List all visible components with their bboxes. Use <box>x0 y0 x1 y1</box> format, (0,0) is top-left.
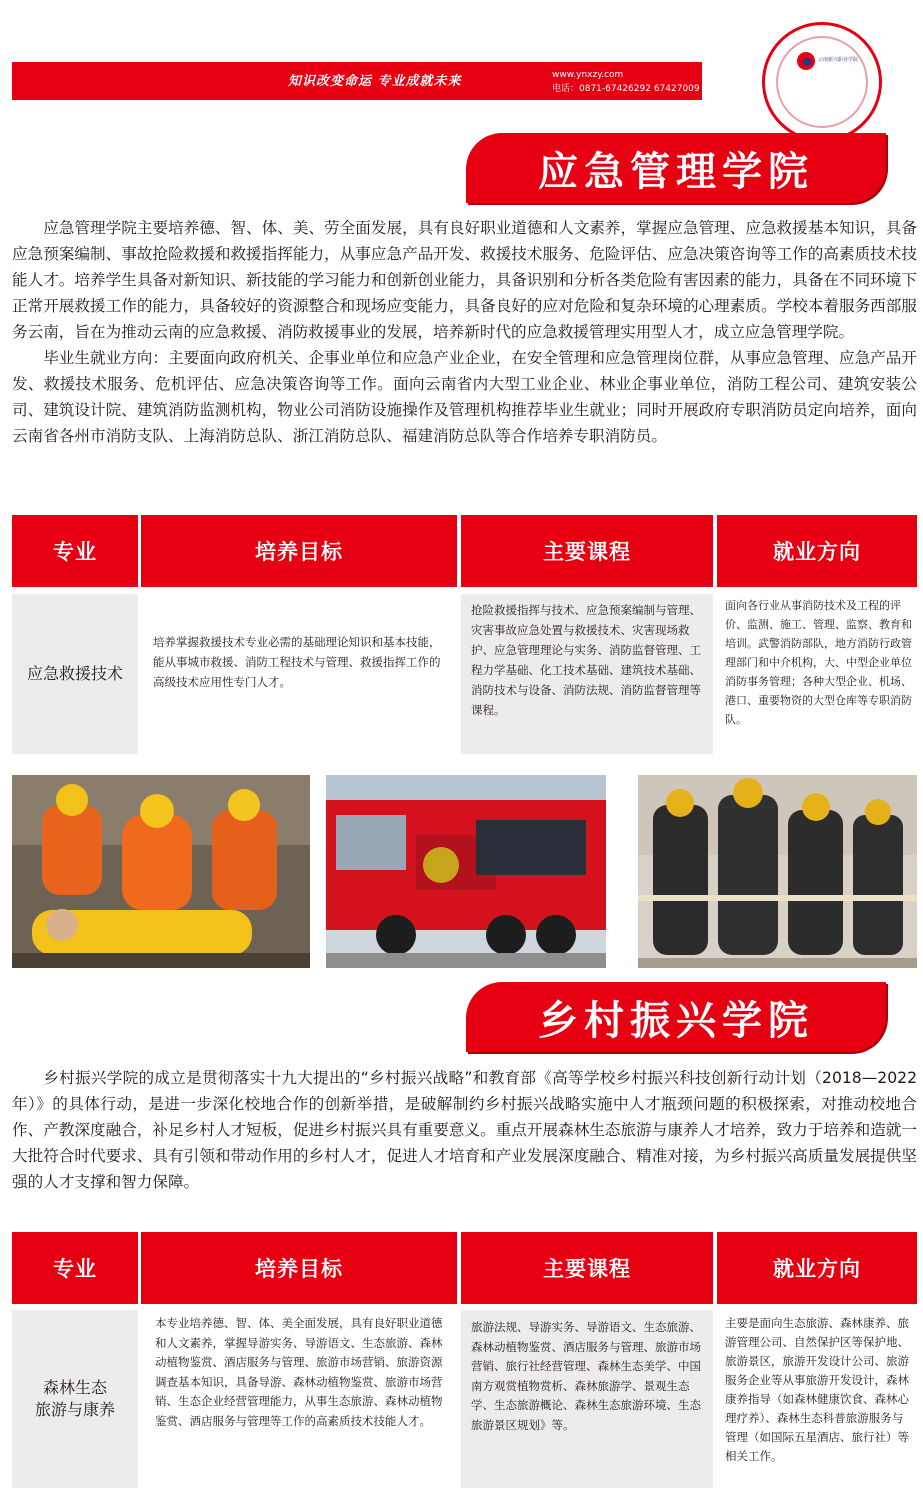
major-cell: 森林生态 旅游与康养 <box>12 1310 138 1488</box>
header-contact <box>552 68 700 96</box>
paragraph: 应急管理学院主要培养德、智、体、美、劳全面发展，具有良好职业道德和人文素养，掌握应急管理、应急救援基本知识，具备应急预案编制、事故抢险救援和救援指挥能力，从事应急产品开发、救援技术服务、危险评估、应急决策咨询等工作的高素质技术技能人才。培养学生具备对新知识、新技能的学习能力和创新创业能力，具备识别和分析各类危险有害因素的能力，具备在不同环境下正常开展救援工作的能力，具备较好的资源整合和现场应变能力，具备良好的应对危险和复杂环境的心理素质。学校本着服务西部服务云南，旨在为推动云南的应急救援、消防救援事业的发展，培养新时代的应急救援管理实用型人才，成立应急管理学院。 <box>12 219 917 341</box>
courses-cell: 旅游法规、导游实务、导游语文、生态旅游、森林动植物鉴赏、酒店服务与管理、旅游市场营销、旅行社经营管理、森林生态美学、中国南方观赏植物赏析、森林旅游学、景观生态学、生态旅游概论、森林生态旅游环境、生态旅游景区规划》等。 <box>461 1310 713 1488</box>
rescue-photo <box>12 775 310 968</box>
major-cell: 应急救援技术 <box>12 594 138 754</box>
paragraph: 乡村振兴学院的成立是贯彻落实十九大提出的“乡村振兴战略”和教育部《高等学校乡村振兴科技创新行动计划（2018—2022年）》的具体行动，是进一步深化校地合作的创新举措，是破解制约乡村振兴战略实施中人才瓶颈问题的积极探索，对推动校地合作、产教深度融合，补足乡村人才短板，促进乡村振兴具有重要意义。重点开展森林生态旅游与康养人才培养，致力于培养和造就一大批符合时代要求、具有引领和带动作用的乡村人才，促进人才培育和产业发展深度融合、精准对接，为乡村振兴高质量发展提供坚强的人才支撑和智力保障。 <box>12 1069 917 1191</box>
school-logo-core-icon <box>803 58 811 66</box>
header-slogan: 知识改变命运 专业成就未来 <box>288 74 462 89</box>
table-header-major: 专业 <box>12 515 138 587</box>
career-cell: 主要是面向生态旅游、森林康养、旅游管理公司、自然保护区等保护地、旅游景区，旅游开发设计公司、旅游服务企业等从事旅游开发设计，森林康养指导（如森林健康饮食、森林心理疗养）、森林生态科普旅游服务与管理（如国际五星酒店、旅行社）等相关工作。 <box>717 1310 917 1488</box>
table-header-major: 专业 <box>12 1232 138 1304</box>
table-header-career: 就业方向 <box>717 1232 917 1304</box>
website-link[interactable]: www.ynxzy.com <box>552 70 624 80</box>
paragraph: 毕业生就业方向：主要面向政府机关、企事业单位和应急产业企业，在安全管理和应急管理岗位群，从事应急管理、应急产品开发、救援技术服务、危机评估、应急决策咨询等工作。面向云南省内大型工业企业、林业企事业单位，消防工程公司、建筑安装公司、建筑设计院、建筑消防监测机构，物业公司消防设施操作及管理机构推荐毕业生就业；同时开展政府专职消防员定向培养，面向云南省各州市消防支队、上海消防总队、浙江消防总队、福建消防总队等合作培养专职消防员。 <box>12 349 917 445</box>
fire-truck-photo <box>326 775 606 968</box>
goal-cell: 本专业培养德、智、体、美全面发展，具有良好职业道德和人文素养，掌握导游实务、导游语文、生态旅游、森林动植物鉴赏、酒店服务与管理、旅游市场营销、旅游资源调查基本知识，具备导游、森林动植物鉴赏、旅游市场营销、生态企业经营管理能力，从事生态旅游、森林动植物鉴赏、酒店服务与管理等工作的高素质技术技能人才。 <box>141 1310 457 1488</box>
career-cell: 面向各行业从事消防技术及工程的评价、监测、施工、管理、监察、教育和培训。武警消防部队，地方消防行政管理部门和中介机构，大、中型企业单位消防事务管理；各种大型企业、机场、港口、重要物资的大型仓库等专职消防队。 <box>717 594 917 754</box>
firefighters-photo <box>638 775 917 968</box>
table-header-goal: 培养目标 <box>141 1232 457 1304</box>
courses-cell: 抢险救援指挥与技术、应急预案编制与管理、灾害事故应急处置与救援技术、灾害现场救护、应急管理理论与实务、消防监督管理、工程力学基础、化工技术基础、建筑技术基础、消防技术与设备、消防法规、消防监督管理等课程。 <box>461 594 713 754</box>
section-title-emergency: 应急管理学院 <box>466 133 886 203</box>
table-header-career: 就业方向 <box>717 515 917 587</box>
section-title-rural: 乡村振兴学院 <box>466 982 886 1052</box>
table-header-courses: 主要课程 <box>461 515 713 587</box>
goal-cell: 培养掌握救援技术专业必需的基础理论知识和基本技能，能从事城市救援、消防工程技术与管理、救援指挥工作的高级技术应用性专门人才。 <box>141 594 457 754</box>
section-intro-rural <box>12 1065 917 1195</box>
logo-text: 云南新兴职业学院 <box>818 57 859 63</box>
table-header-courses: 主要课程 <box>461 1232 713 1304</box>
table-header-goal: 培养目标 <box>141 515 457 587</box>
logo-inner-ring <box>776 36 868 128</box>
phone-text: 电话：0871-67426292 67427009 <box>552 84 700 94</box>
section-intro-emergency <box>12 215 917 449</box>
